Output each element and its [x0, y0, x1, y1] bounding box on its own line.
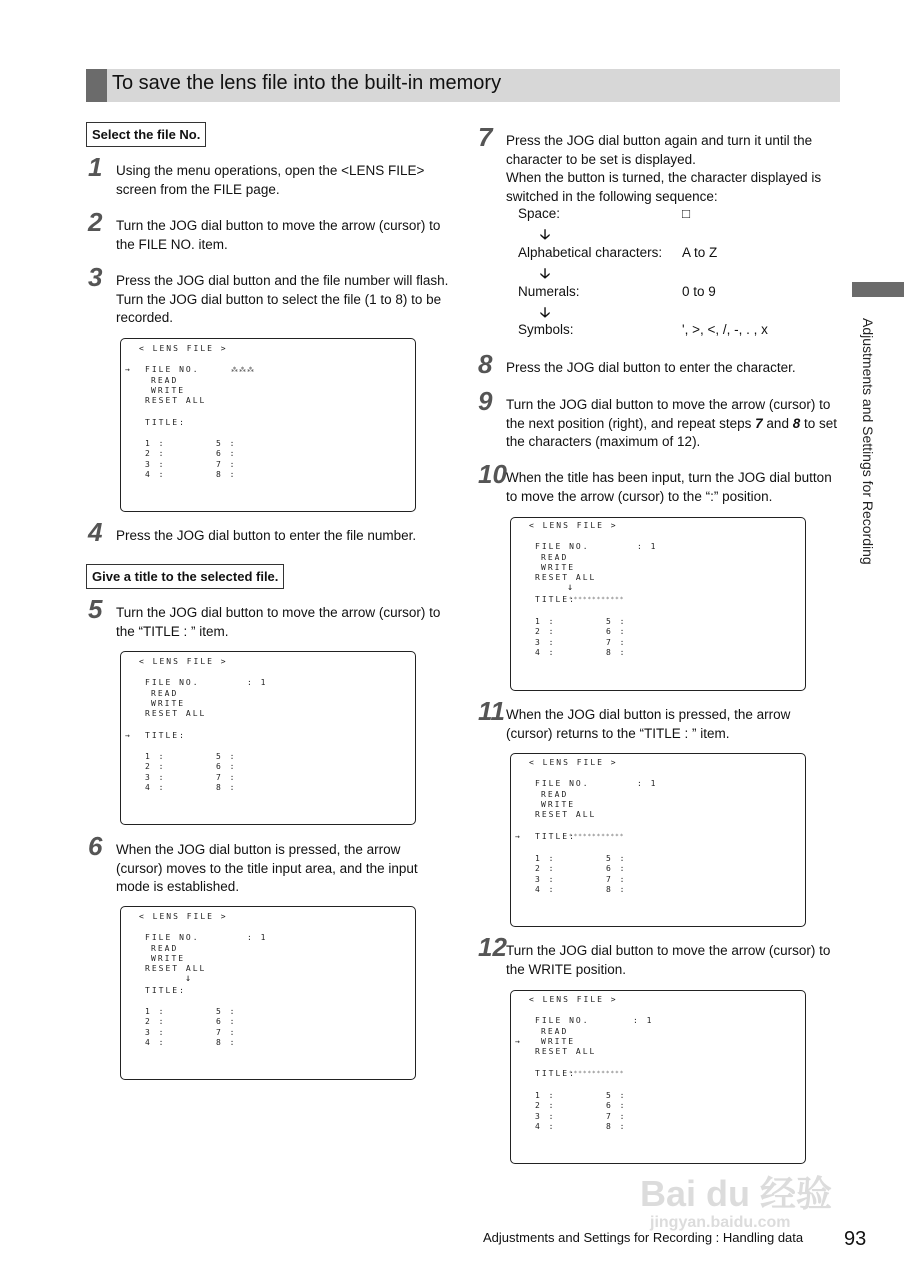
step-number: 5	[88, 594, 103, 624]
menu-write: WRITE	[541, 1037, 576, 1046]
slot-4: 4 :	[145, 783, 166, 792]
slot-4: 4 :	[145, 470, 166, 479]
page-number: 93	[844, 1228, 867, 1250]
slot-8: 8 :	[606, 885, 627, 894]
cursor-arrow: →	[125, 731, 132, 740]
file-number-value: : 1	[633, 1016, 654, 1025]
menu-reset-all: RESET ALL	[145, 964, 207, 973]
screen-header: < LENS FILE >	[529, 995, 618, 1004]
menu-reset-all: RESET ALL	[145, 709, 207, 718]
slot-3: 3 :	[145, 1028, 166, 1037]
menu-title: TITLE:	[535, 832, 576, 841]
file-number-value: : 1	[637, 779, 658, 788]
slot-1: 1 :	[145, 439, 166, 448]
slot-4: 4 :	[535, 1122, 556, 1131]
slot-2: 2 :	[535, 1101, 556, 1110]
menu-write: WRITE	[151, 386, 186, 395]
slot-5: 5 :	[216, 439, 237, 448]
step-reference: 7	[755, 415, 763, 431]
slot-6: 6 :	[606, 1101, 627, 1110]
menu-write: WRITE	[151, 699, 186, 708]
slot-7: 7 :	[216, 773, 237, 782]
title-characters: ************	[569, 833, 625, 840]
step-number: 1	[88, 152, 103, 182]
menu-read: READ	[151, 689, 179, 698]
slot-2: 2 :	[145, 762, 166, 771]
step-text: Press the JOG dial button to enter the file number.	[116, 528, 417, 543]
menu-file-no: FILE NO.	[145, 365, 200, 374]
chapter-tab	[852, 282, 904, 297]
menu-read: READ	[541, 1027, 569, 1036]
slot-4: 4 :	[535, 648, 556, 657]
slot-7: 7 :	[606, 875, 627, 884]
slot-5: 5 :	[606, 617, 627, 626]
slot-1: 1 :	[145, 752, 166, 761]
step-text: When the JOG dial button is pressed, the arrow (cursor) moves to the title input area, and the input mode is established.	[116, 842, 418, 894]
arrow-down-icon: 🡣	[540, 265, 551, 281]
lens-file-screen	[510, 990, 806, 1164]
file-number-value: : 1	[247, 678, 268, 687]
sequence-label: Alphabetical characters:	[518, 245, 663, 260]
slot-1: 1 :	[145, 1007, 166, 1016]
slot-2: 2 :	[145, 1017, 166, 1026]
slot-5: 5 :	[606, 854, 627, 863]
menu-reset-all: RESET ALL	[145, 396, 207, 405]
step-text: Press the JOG dial button to enter the character.	[506, 360, 796, 375]
heading-marker	[86, 69, 107, 102]
cursor-arrow: →	[125, 365, 132, 374]
arrow-down-icon: 🡣	[540, 226, 551, 242]
step-text-part: and	[762, 415, 793, 431]
slot-6: 6 :	[606, 864, 627, 873]
step-number: 3	[88, 262, 103, 292]
menu-read: READ	[541, 553, 569, 562]
step-text: Turn the JOG dial button to move the arrow (cursor) to the “TITLE : ” item.	[116, 605, 441, 639]
slot-6: 6 :	[216, 762, 237, 771]
step-number: 6	[88, 831, 103, 861]
step-text: Turn the JOG dial button to move the arrow (cursor) to the FILE NO. item.	[116, 218, 441, 252]
sequence-value: ', >, <, /, -, . , x	[682, 322, 768, 337]
slot-8: 8 :	[216, 783, 237, 792]
step-text	[506, 396, 840, 452]
menu-title: TITLE:	[535, 595, 576, 604]
sequence-label: Symbols:	[518, 322, 574, 337]
slot-2: 2 :	[535, 627, 556, 636]
chapter-side-label: Adjustments and Settings for Recording	[860, 318, 876, 565]
menu-file-no: FILE NO.	[145, 933, 200, 942]
slot-6: 6 :	[216, 449, 237, 458]
cursor-arrow: →	[515, 832, 522, 841]
lens-file-screen	[120, 338, 416, 512]
screen-header: < LENS FILE >	[139, 657, 228, 666]
step-text: Using the menu operations, open the <LENS FILE> screen from the FILE page.	[116, 163, 425, 197]
step-number: 12	[478, 932, 507, 962]
step-number: 9	[478, 386, 493, 416]
menu-read: READ	[541, 790, 569, 799]
slot-8: 8 :	[216, 470, 237, 479]
screen-header: < LENS FILE >	[529, 521, 618, 530]
watermark-logo: Bai du 经验	[640, 1173, 833, 1214]
step-text: Turn the JOG dial button to move the arrow (cursor) to the WRITE position.	[506, 943, 831, 977]
sequence-value: □	[682, 206, 691, 221]
title-characters: ************	[569, 596, 625, 603]
lens-file-screen	[510, 753, 806, 927]
menu-read: READ	[151, 376, 179, 385]
menu-title: TITLE:	[145, 418, 186, 427]
slot-3: 3 :	[145, 773, 166, 782]
menu-read: READ	[151, 944, 179, 953]
menu-write: WRITE	[541, 800, 576, 809]
step-text: Press the JOG dial button and the file number will flash. Turn the JOG dial button to select the file (1 to 8) to be recorded.	[116, 273, 449, 325]
step-text-part: to set the characters (maximum of 12).	[506, 415, 837, 449]
slot-5: 5 :	[216, 1007, 237, 1016]
menu-write: WRITE	[151, 954, 186, 963]
slot-8: 8 :	[606, 1122, 627, 1131]
section-label-give-title: Give a title to the selected file.	[86, 564, 284, 589]
slot-7: 7 :	[216, 460, 237, 469]
slot-7: 7 :	[606, 1112, 627, 1121]
step-number: 10	[478, 459, 507, 489]
menu-title: TITLE:	[145, 731, 186, 740]
slot-6: 6 :	[606, 627, 627, 636]
sequence-value: A to Z	[682, 245, 718, 260]
slot-3: 3 :	[535, 638, 556, 647]
menu-title: TITLE:	[535, 1069, 576, 1078]
file-number-value: : 1	[247, 933, 268, 942]
step-text: Press the JOG dial button again and turn it until the character to be set is displayed.	[506, 133, 813, 167]
down-cursor-arrow: ↓	[185, 973, 194, 984]
menu-file-no: FILE NO.	[535, 779, 590, 788]
menu-file-no: FILE NO.	[145, 678, 200, 687]
slot-1: 1 :	[535, 1091, 556, 1100]
arrow-down-icon: 🡣	[540, 304, 551, 320]
step-text: When the JOG dial button is pressed, the arrow (cursor) returns to the “TITLE : ” item.	[506, 707, 791, 741]
sequence-value: 0 to 9	[682, 284, 716, 299]
step-text: When the button is turned, the character displayed is switched in the following sequence:	[506, 170, 822, 204]
slot-3: 3 :	[535, 1112, 556, 1121]
sequence-label: Numerals:	[518, 284, 580, 299]
slot-5: 5 :	[606, 1091, 627, 1100]
menu-file-no: FILE NO.	[535, 1016, 590, 1025]
step-number: 11	[478, 696, 505, 726]
lens-file-screen	[120, 906, 416, 1080]
step-text: When the title has been input, turn the JOG dial button to move the arrow (cursor) to the “:” position.	[506, 470, 832, 504]
slot-3: 3 :	[145, 460, 166, 469]
slot-2: 2 :	[145, 449, 166, 458]
slot-1: 1 :	[535, 854, 556, 863]
slot-2: 2 :	[535, 864, 556, 873]
down-cursor-arrow: ↓	[567, 582, 576, 593]
menu-reset-all: RESET ALL	[535, 1047, 597, 1056]
menu-write: WRITE	[541, 563, 576, 572]
slot-8: 8 :	[606, 648, 627, 657]
step-number: 7	[478, 122, 493, 152]
screen-header: < LENS FILE >	[139, 912, 228, 921]
section-heading-bar	[86, 69, 840, 102]
sequence-label: Space:	[518, 206, 561, 221]
footer-text: Adjustments and Settings for Recording : Handling data	[483, 1230, 804, 1245]
menu-reset-all: RESET ALL	[535, 810, 597, 819]
step-reference: 8	[792, 415, 801, 431]
slot-4: 4 :	[535, 885, 556, 894]
screen-header: < LENS FILE >	[529, 758, 618, 767]
title-characters: ************	[569, 1070, 625, 1077]
menu-file-no: FILE NO.	[535, 542, 590, 551]
slot-7: 7 :	[606, 638, 627, 647]
slot-8: 8 :	[216, 1038, 237, 1047]
step-number: 4	[88, 517, 103, 547]
step-number: 2	[88, 207, 103, 237]
menu-reset-all: RESET ALL	[535, 573, 597, 582]
section-label-select-file: Select the file No.	[86, 122, 206, 147]
cursor-arrow: →	[515, 1037, 522, 1046]
slot-4: 4 :	[145, 1038, 166, 1047]
slot-1: 1 :	[535, 617, 556, 626]
slot-3: 3 :	[535, 875, 556, 884]
menu-title: TITLE:	[145, 986, 186, 995]
step-text-part: Turn the JOG dial button to move the arrow (cursor) to the next position (right), and repeat steps	[506, 397, 831, 431]
slot-7: 7 :	[216, 1028, 237, 1037]
watermark-url: jingyan.baidu.com	[650, 1214, 791, 1231]
page-heading: To save the lens file into the built-in memory	[112, 72, 502, 94]
slot-5: 5 :	[216, 752, 237, 761]
slot-6: 6 :	[216, 1017, 237, 1026]
file-number-value: : 1	[637, 542, 658, 551]
lens-file-screen	[120, 651, 416, 825]
lens-file-screen	[510, 517, 806, 691]
step-number: 8	[478, 349, 493, 379]
flashing-number-indicator: ⁂⁂⁂	[231, 366, 255, 374]
screen-header: < LENS FILE >	[139, 344, 228, 353]
